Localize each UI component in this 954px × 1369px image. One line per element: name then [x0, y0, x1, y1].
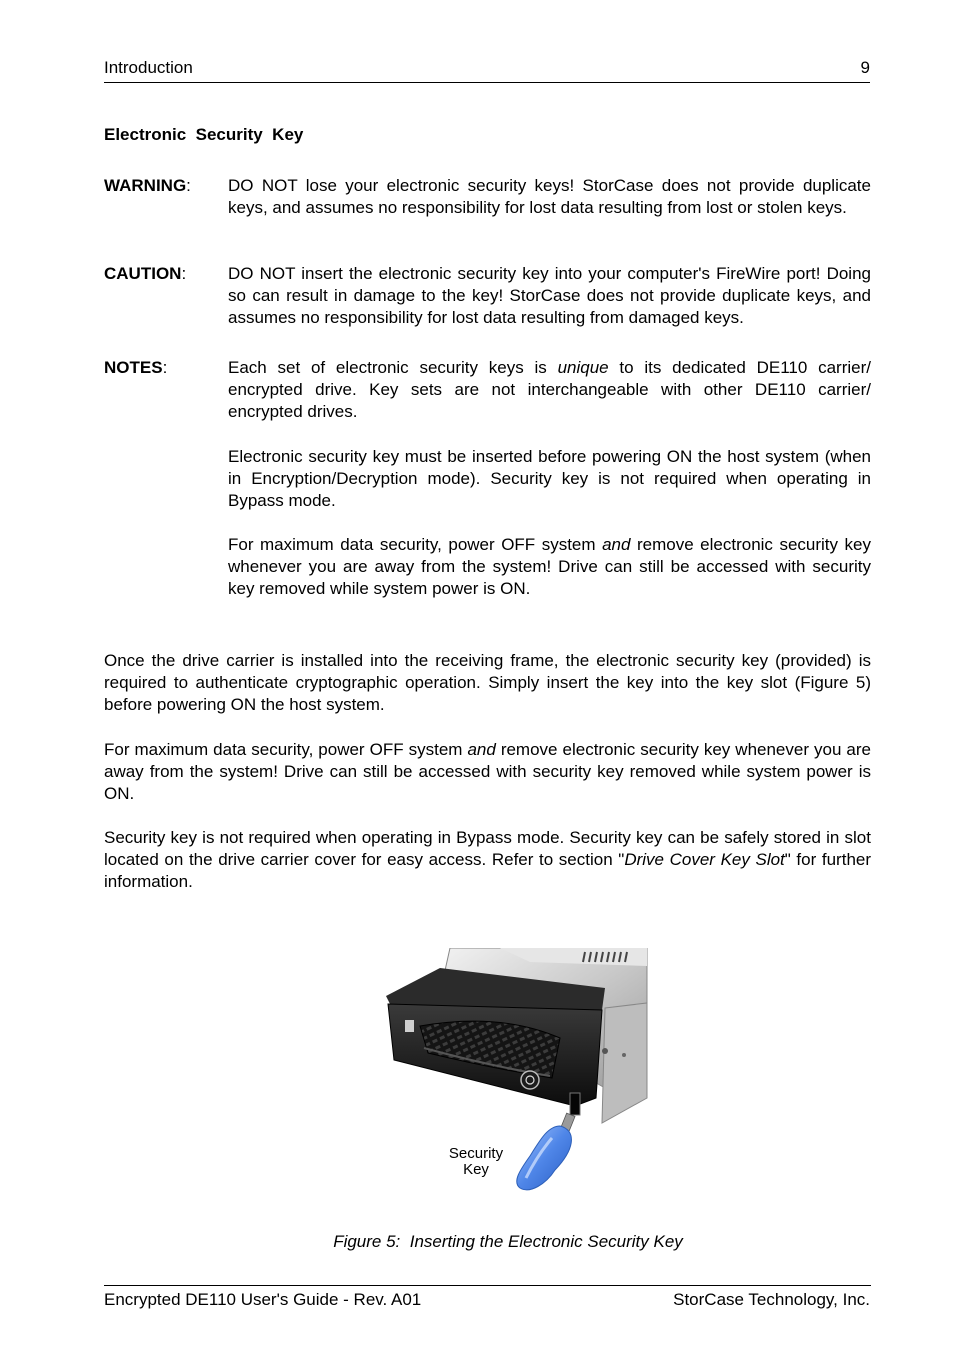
notes-label: NOTES: — [104, 358, 168, 377]
figure-caption: Figure 5: Inserting the Electronic Security Key — [333, 1232, 683, 1251]
footer-right: StorCase Technology, Inc. — [673, 1290, 870, 1309]
body-paragraph-2: For maximum data security, power OFF system and remove electronic security key whenever you are away from the system! Drive can still be accessed with security key removed while system power is ON. — [104, 740, 871, 804]
security-key-callout — [436, 1146, 516, 1178]
page-number: 9 — [860, 58, 870, 77]
section-title: Electronic Security Key — [104, 125, 304, 144]
warning-text: DO NOT lose your electronic security keys! StorCase does not provide duplicate keys, and assumes no responsibility for lost data resulting from lost or stolen keys. — [228, 176, 871, 218]
body-paragraph-1: Once the drive carrier is installed into the receiving frame, the electronic security key (provided) is required to authenticate cryptographic operation. Simply insert the key into the key slot (Figure 5) before powering ON the host system. — [104, 651, 871, 715]
notes-paragraph-2: Electronic security key must be inserted before powering ON the host system (when in Encryption/Decryption mode). Security key is not required when operating in Bypass mode. — [228, 447, 871, 511]
caution-text: DO NOT insert the electronic security key into your computer's FireWire port! Doing so can result in damage to the key! StorCase does not provide duplicate keys, and assumes no responsibility for lost data resulting from damaged keys. — [228, 264, 871, 328]
callout-line-2: Key — [463, 1161, 489, 1178]
notes-paragraph-3: For maximum data security, power OFF system and remove electronic security key whenever you are away from the system! Drive can still be accessed with security key removed while system power is ON. — [228, 535, 871, 599]
caution-label: CAUTION: — [104, 264, 187, 283]
footer-rule — [104, 1285, 871, 1286]
running-header-title: Introduction — [104, 58, 193, 77]
callout-line-1: Security — [448, 1145, 504, 1162]
notes-paragraph-1: Each set of electronic security keys is unique to its dedicated DE110 carrier/ encrypted drive. Key sets are not interchangeable with other DE110 carrier/ encrypted drives. — [228, 358, 871, 422]
warning-label: WARNING: — [104, 176, 191, 195]
header-rule — [104, 82, 870, 83]
footer-left: Encrypted DE110 User's Guide - Rev. A01 — [104, 1290, 422, 1309]
body-paragraph-3: Security key is not required when operating in Bypass mode. Security key can be safely stored in slot located on the drive carrier cover for easy access. Refer to section "Drive Cover Key Slot" for further information. — [104, 828, 872, 892]
security-key-illustration — [517, 1113, 575, 1190]
